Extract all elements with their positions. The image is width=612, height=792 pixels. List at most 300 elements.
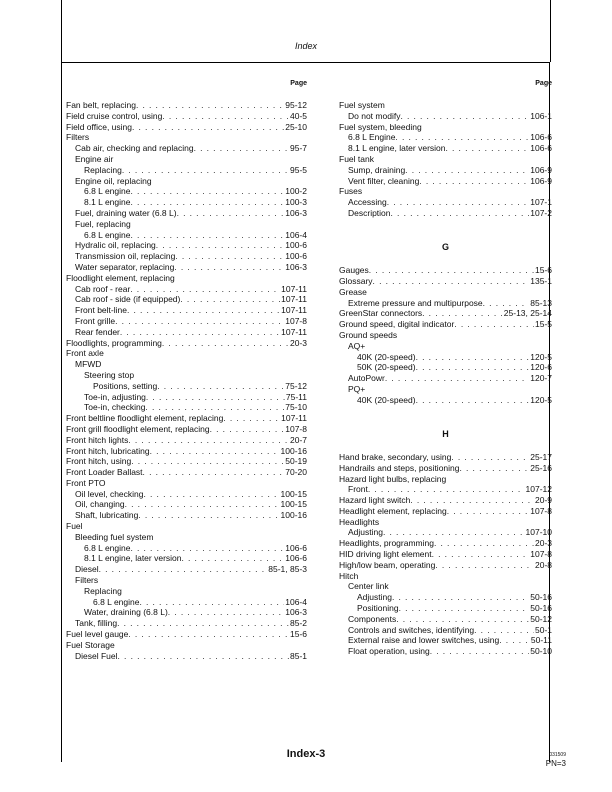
index-entry-text: 6.8 L engine (84, 229, 131, 240)
index-entry-text: Controls and switches, identifying (348, 624, 475, 635)
index-entry (66, 273, 307, 284)
index-entry-text: Fuel, replacing (75, 218, 131, 229)
dot-leader (483, 298, 530, 309)
index-entry-text: Extreme pressure and multipurpose (348, 297, 483, 308)
index-entry-page: 50-12 (530, 613, 552, 624)
index-entry-text: Fuel Storage (66, 639, 115, 650)
index-entry (339, 265, 552, 276)
index-entry-page: 20-7 (289, 434, 307, 445)
index-entry (339, 538, 552, 549)
index-entry-text: Fuel system (339, 100, 385, 110)
index-entry-text: Cab roof - rear (75, 283, 131, 294)
index-entry-text: Bleeding fuel system (75, 531, 154, 542)
index-entry-text: Vent filter, cleaning (348, 175, 420, 186)
index-entry (66, 597, 307, 608)
index-entry-text: Steering stop (84, 369, 135, 380)
index-entry (339, 154, 552, 165)
index-entry-text: Front hitch, lubricating (66, 445, 150, 456)
index-entry (66, 413, 307, 424)
index-entry (66, 165, 307, 176)
index-entry-page: 106-3 (285, 207, 307, 218)
index-entry-page: 20-8 (534, 559, 552, 570)
index-entry (339, 506, 552, 517)
index-entry-text: Oil, changing (75, 499, 125, 510)
index-entry-text: Toe-in, checking (84, 402, 146, 413)
index-entry (66, 456, 307, 467)
index-entry-page: 106-4 (285, 596, 307, 607)
index-entry (66, 284, 307, 295)
index-entry (66, 208, 307, 219)
index-entry-text: Field cruise control, using (66, 110, 163, 121)
index-entry-page: 100-2 (285, 186, 307, 197)
index-entry (339, 495, 552, 506)
dot-leader (128, 629, 289, 640)
dot-leader (373, 276, 530, 287)
dot-leader (430, 646, 530, 657)
index-entry (339, 132, 552, 143)
index-entry-text: Glossary (339, 275, 373, 286)
dot-leader (446, 143, 530, 154)
section-spacer (339, 254, 552, 265)
dot-leader (168, 607, 284, 618)
index-entry-text: Hand brake, secondary, using (339, 451, 452, 462)
dot-leader (392, 592, 529, 603)
index-entry-text: AutoPowr (348, 373, 385, 384)
index-entry-page: 106-6 (530, 143, 552, 154)
index-entry-text: Ground speed, digital indicator (339, 319, 455, 330)
index-entry-page: 135-1 (530, 275, 552, 286)
index-entry-page: 107-8 (530, 549, 552, 560)
index-entry-text: Engine air (75, 153, 114, 164)
index-entry (66, 629, 307, 640)
index-entry-text: Front grill floodlight element, replacing (66, 423, 210, 434)
index-entry (339, 463, 552, 474)
index-entry-page: 106-9 (530, 175, 552, 186)
page-column-label: Page (290, 80, 307, 87)
index-entry-page: 75-12 (285, 380, 307, 391)
index-entry-page: 107-2 (530, 207, 552, 218)
index-entry (339, 308, 552, 319)
dot-leader (143, 467, 285, 478)
index-entry (66, 607, 307, 618)
dot-leader (115, 316, 284, 327)
section-spacer (339, 441, 552, 452)
index-entry-text: Hazard light switch (339, 495, 411, 506)
index-entry-page: 106-3 (285, 607, 307, 618)
index-entry-text: Shaft, lubricating (75, 510, 139, 521)
index-entry-page: 120-6 (530, 362, 552, 373)
index-entry-text: Filters (66, 132, 90, 143)
index-entry (66, 132, 307, 143)
index-entry-text: Floodlights, programming (66, 337, 162, 348)
index-entry-page: 25-10 (285, 121, 307, 132)
index-entry-text: 8.1 L engine (84, 197, 131, 208)
index-entry (339, 581, 552, 592)
dot-leader (146, 392, 285, 403)
index-entry-text: Headlights (339, 516, 380, 527)
index-entry (339, 635, 552, 646)
dot-leader (395, 132, 529, 143)
index-entry-page: 20-3 (534, 538, 552, 549)
page-header-title: Index (294, 41, 318, 51)
index-entry-page: 106-6 (530, 132, 552, 143)
index-entry (66, 338, 307, 349)
index-entry-text: 6.8 L engine (84, 186, 131, 197)
index-entry-text: Ground speeds (339, 329, 398, 340)
index-entry (339, 176, 552, 187)
index-entry-text: Replacing (84, 585, 122, 596)
index-entry-text: Toe-in, adjusting (84, 391, 146, 402)
index-entry (339, 474, 552, 485)
index-entry-text: High/low beam, operating (339, 559, 436, 570)
index-entry (339, 603, 552, 614)
dot-leader (138, 510, 279, 521)
index-entry-text: Water separator, replacing (75, 261, 175, 272)
index-entry (339, 517, 552, 528)
index-entry-page: 106-6 (285, 542, 307, 553)
index-entry-page: 107-8 (285, 315, 307, 326)
dot-leader (128, 435, 289, 446)
index-entry-text: 50K (20-speed) (357, 362, 416, 373)
index-entry-page: 107-10 (525, 527, 552, 538)
index-entry-text: Front hitch, using (66, 456, 132, 467)
index-entry-text: Headlight element, replacing (339, 505, 447, 516)
index-entry-text: Adjusting (348, 527, 383, 538)
index-entry-page: 50-1 (534, 624, 552, 635)
section-spacer (339, 219, 552, 230)
index-entry-page: 85-1 (289, 650, 307, 661)
dot-leader (194, 143, 289, 154)
index-entry-page: 106-9 (530, 164, 552, 175)
index-entry-page: 100-16 (280, 445, 307, 456)
index-entry (66, 651, 307, 662)
index-entry-page: 100-15 (280, 488, 307, 499)
index-entry-page: 25-13, 25-14 (503, 308, 552, 319)
index-entry-page: 15-6 (289, 629, 307, 640)
dot-leader (130, 284, 280, 295)
index-entry (339, 352, 552, 363)
index-entry-text: 40K (20-speed) (357, 351, 416, 362)
dot-leader (454, 319, 534, 330)
index-entry (339, 549, 552, 560)
index-entry (66, 575, 307, 586)
dot-leader (145, 402, 284, 413)
index-entry-text: Engine oil, replacing (75, 175, 152, 186)
dot-leader (127, 305, 280, 316)
footer-code: 031509 (549, 752, 566, 758)
dot-leader (122, 165, 289, 176)
index-entry-text: Fuses (339, 186, 363, 197)
index-entry (66, 640, 307, 651)
index-entry (339, 560, 552, 571)
index-entry (66, 424, 307, 435)
index-entry (66, 543, 307, 554)
index-entry-page: 85-1, 85-3 (268, 564, 307, 575)
index-entry (66, 327, 307, 338)
page-column-label: Page (535, 80, 552, 87)
dot-leader (136, 100, 284, 111)
index-entry-text: Oil level, checking (75, 488, 144, 499)
index-entry (66, 370, 307, 381)
dot-leader (130, 543, 284, 554)
dot-leader (177, 208, 285, 219)
dot-leader (175, 251, 284, 262)
index-entry-text: Grease (339, 286, 367, 297)
dot-leader (130, 197, 284, 208)
index-entry (66, 122, 307, 133)
index-entry-text: Fuel level gauge (66, 629, 129, 640)
index-entry (66, 499, 307, 510)
index-entry (339, 287, 552, 298)
dot-leader (369, 265, 534, 276)
index-entry-text: External raise and lower switches, using (348, 635, 500, 646)
index-entry (339, 625, 552, 636)
index-entry (339, 111, 552, 122)
index-entry-text: 8.1 L engine, later version (348, 143, 446, 154)
index-entry-text: Transmission oil, replacing (75, 251, 176, 262)
index-entry (339, 395, 552, 406)
index-entry-text: Accessing (348, 197, 387, 208)
index-entry-page: 106-1 (530, 110, 552, 121)
footer-page-number: PN=3 (545, 759, 566, 768)
index-entry-text: GreenStar connectors (339, 308, 423, 319)
index-entry-text: Fan belt, replacing (66, 100, 136, 110)
dot-leader (174, 262, 284, 273)
dot-leader (416, 395, 530, 406)
dot-leader (419, 176, 529, 187)
index-entry (66, 154, 307, 165)
index-entry (339, 165, 552, 176)
dot-leader (157, 381, 284, 392)
index-entry-page: 25-17 (530, 451, 552, 462)
dot-leader (180, 294, 280, 305)
dot-leader (150, 446, 280, 457)
index-entry (66, 564, 307, 575)
dot-leader (118, 651, 289, 662)
index-entry (339, 276, 552, 287)
dot-leader (156, 240, 284, 251)
index-entry (66, 381, 307, 392)
dot-leader (474, 625, 534, 636)
index-entry-page: 107-11 (281, 326, 307, 337)
dot-leader (130, 186, 284, 197)
index-entry-page: 120-7 (530, 373, 552, 384)
frame-left-line (61, 0, 62, 62)
dot-leader (162, 111, 289, 122)
index-entry-text: 8.1 L engine, later version (84, 553, 182, 564)
index-entry-text: Diesel (75, 564, 99, 575)
index-entry (339, 646, 552, 657)
index-entry-text: Gauges (339, 265, 369, 276)
dot-leader (125, 499, 280, 510)
dot-leader (400, 111, 529, 122)
dot-leader (144, 489, 280, 500)
index-entry-page: 25-16 (530, 462, 552, 473)
index-entry-text: Front beltline floodlight element, replacing (66, 413, 224, 424)
index-entry (66, 435, 307, 446)
index-entry (66, 392, 307, 403)
index-entry-page: 95-7 (289, 143, 307, 154)
index-entry-text: Hitch (339, 570, 359, 581)
dot-leader (162, 338, 289, 349)
index-entry-text: Positions, setting (93, 380, 158, 391)
dot-leader (460, 463, 530, 474)
index-entry (66, 510, 307, 521)
index-entry-text: Hazard light bulbs, replacing (339, 473, 447, 484)
index-entry-page: 95-12 (285, 100, 307, 110)
index-entry-page: 100-16 (280, 510, 307, 521)
index-entry-page: 15-6 (534, 265, 552, 276)
index-entry-page: 100-15 (280, 499, 307, 510)
index-entry-page: 106-4 (285, 229, 307, 240)
index-entry (66, 251, 307, 262)
index-entry (339, 373, 552, 384)
index-entry-page: 50-19 (285, 456, 307, 467)
index-entry-text: Front (348, 484, 368, 495)
index-entry (339, 571, 552, 582)
index-entry-text: HID driving light element (339, 549, 432, 560)
index-entry-page: 107-8 (530, 505, 552, 516)
index-entry (66, 143, 307, 154)
index-entry-text: 40K (20-speed) (357, 394, 416, 405)
index-entry-page: 107-11 (281, 294, 307, 305)
index-entry-page: 107-12 (525, 484, 552, 495)
index-entry-text: Front PTO (66, 477, 106, 488)
index-entry-text: Adjusting (357, 592, 392, 603)
section-spacer (339, 406, 552, 417)
index-entry-page: 20-3 (289, 337, 307, 348)
index-entry (66, 446, 307, 457)
index-entry (66, 402, 307, 413)
index-entry-page: 100-6 (285, 240, 307, 251)
index-entry-page: 107-11 (281, 305, 307, 316)
index-entry-text: Water, draining (6.8 L) (84, 607, 168, 618)
index-entry (339, 330, 552, 341)
index-entry (66, 219, 307, 230)
index-entry-text: Cab roof - side (if equipped) (75, 294, 181, 305)
index-entry (339, 484, 552, 495)
index-entry-text: Fuel system, bleeding (339, 121, 422, 132)
index-entry-page: 15-5 (534, 319, 552, 330)
index-entry-text: Front belt-line (75, 305, 127, 316)
index-entry (339, 452, 552, 463)
dot-leader (396, 614, 529, 625)
dot-leader (99, 564, 268, 575)
index-entry-text: Front hitch lights (66, 434, 129, 445)
dot-leader (416, 362, 530, 373)
index-entry-text: Fuel tank (339, 153, 374, 164)
index-entry (339, 614, 552, 625)
index-entry (339, 592, 552, 603)
dot-leader (422, 308, 503, 319)
frame-right-line (550, 0, 551, 62)
index-blocks-left (66, 100, 307, 661)
section-letter-heading: H (442, 429, 449, 440)
index-entry (66, 586, 307, 597)
index-entry-text: Do not modify (348, 110, 401, 121)
index-entry-page: 106-3 (285, 261, 307, 272)
index-entry-page: 50-11 (530, 635, 552, 646)
index-entry (66, 316, 307, 327)
section-spacer (339, 230, 552, 241)
dot-leader (132, 122, 284, 133)
index-entry (66, 176, 307, 187)
index-entry (66, 467, 307, 478)
index-entry-text: 6.8 L engine (84, 542, 131, 553)
index-entry-text: Rear fender (75, 326, 120, 337)
index-entry (66, 489, 307, 500)
dot-leader (432, 549, 530, 560)
index-entry (66, 521, 307, 532)
dot-leader (383, 527, 525, 538)
index-entry-text: Handrails and steps, positioning (339, 462, 460, 473)
index-entry-text: Fuel (66, 521, 83, 532)
dot-leader (120, 327, 280, 338)
dot-leader (391, 208, 530, 219)
index-entry (66, 348, 307, 359)
index-entry (66, 294, 307, 305)
index-entry (339, 527, 552, 538)
index-entry-page: 107-8 (285, 423, 307, 434)
dot-leader (499, 635, 530, 646)
index-entry (66, 262, 307, 273)
index-entry (339, 143, 552, 154)
dot-leader (434, 538, 534, 549)
index-entry-text: Diesel Fuel (75, 650, 118, 661)
index-entry (66, 186, 307, 197)
index-entry (66, 240, 307, 251)
dot-leader (435, 560, 534, 571)
index-entry (339, 197, 552, 208)
index-blocks-right (339, 100, 552, 657)
index-entry-page: 85-2 (289, 618, 307, 629)
index-entry-text: Tank, filling (75, 618, 118, 629)
index-entry-page: 85-13 (530, 297, 552, 308)
dot-leader (182, 553, 285, 564)
index-entry-text: Center link (348, 581, 389, 592)
index-entry (339, 298, 552, 309)
index-entry (66, 553, 307, 564)
section-spacer (339, 416, 552, 427)
index-entry-text: Front Loader Ballast (66, 467, 143, 478)
index-entry-page: 107-1 (530, 197, 552, 208)
dot-leader (117, 618, 289, 629)
dot-leader (405, 165, 529, 176)
index-entry-page: 40-5 (289, 110, 307, 121)
index-entry-page: 107-11 (281, 283, 307, 294)
index-entry-text: PQ+ (348, 383, 366, 394)
dot-leader (416, 352, 530, 363)
dot-leader (130, 230, 284, 241)
index-entry-text: Positioning (357, 603, 399, 614)
index-entry-page: 107-11 (281, 413, 307, 424)
dot-leader (399, 603, 530, 614)
index-entry-page: 50-16 (530, 592, 552, 603)
index-entry-text: Float operation, using (348, 646, 430, 657)
index-entry-page: 70-20 (285, 467, 307, 478)
index-entry-page: 75-10 (285, 402, 307, 413)
index-entry-text: Front grille (75, 315, 116, 326)
index-entry-page: 50-10 (530, 646, 552, 657)
index-entry-page: 95-5 (289, 164, 307, 175)
index-entry (339, 100, 552, 111)
index-entry (66, 618, 307, 629)
index-entry (66, 532, 307, 543)
index-entry-text: Fuel, draining water (6.8 L) (75, 207, 177, 218)
index-entry (66, 359, 307, 370)
dot-leader (387, 197, 530, 208)
index-entry-page: 75-11 (285, 391, 307, 402)
